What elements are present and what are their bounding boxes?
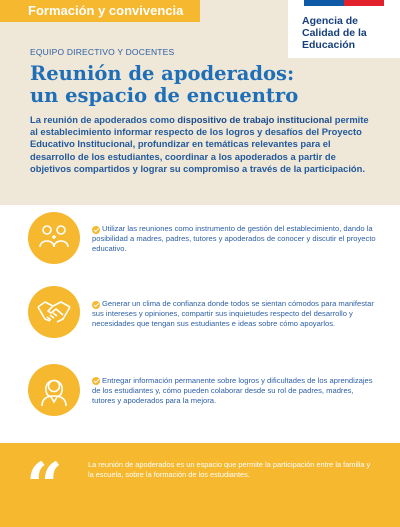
section-tag: Formación y convivencia (0, 0, 200, 22)
woman-icon (28, 364, 80, 416)
intro-highlight: dispositivo de trabajo institucional (177, 114, 333, 125)
quote-text: La reunión de apoderados es un espacio que permite la participación entre la familia y la escuela, sobre la formación de los estudiantes. (88, 460, 371, 479)
intro-text-start: La reunión de apoderados como (30, 114, 178, 125)
quote-icon: “ (26, 449, 63, 524)
intro-text-end: permite al establecimiento informar respecto de los logros y desafíos del Proyecto Educativo Institucional, profundizar en temáticas relevantes para el desarrollo de los estudiantes, coordinar a los apoderados a partir de objetivos compartidos y lograr su compromiso a través de la participación. (30, 114, 369, 174)
item-text: Utilizar las reuniones como instrumento de gestión del establecimiento, dando la posibilidad a madres, padres, tutores y apoderados de conocer y discutir el proyecto educativo. (92, 224, 376, 254)
agency-name-line-2: Calidad de la (302, 27, 367, 39)
handshake-icon (28, 286, 80, 338)
page-title (30, 63, 298, 107)
agency-name-line-1: Agencia de (302, 15, 359, 27)
item-text: Generar un clima de confianza donde todos se sientan cómodos para manifestar sus intereses y opiniones, compartir sus inquietudes respecto del desarrollo y necesidades que tengan sus estudiantes e ideas sobre cómo apoyarlos. (92, 299, 374, 329)
title-line-1: Reunión de apoderados: (30, 62, 295, 85)
title-line-2: un espacio de encuentro (30, 84, 299, 107)
people-icon (28, 212, 80, 264)
flag-stripe (304, 0, 384, 6)
agency-name (302, 15, 398, 51)
agency-logo (288, 0, 400, 58)
intro-paragraph (30, 114, 370, 175)
list-item (0, 360, 400, 420)
item-text: Entregar información permanente sobre logros y dificultades de los aprendizajes de los estudiantes y, cómo pueden colaborar desde su rol de padres, madres, tutores y apoderados para la mejora. (92, 376, 373, 406)
agency-name-line-3: Educación (302, 39, 356, 51)
list-item (0, 208, 400, 268)
list-item (0, 284, 400, 344)
audience-label: EQUIPO DIRECTIVO Y DOCENTES (30, 47, 175, 57)
